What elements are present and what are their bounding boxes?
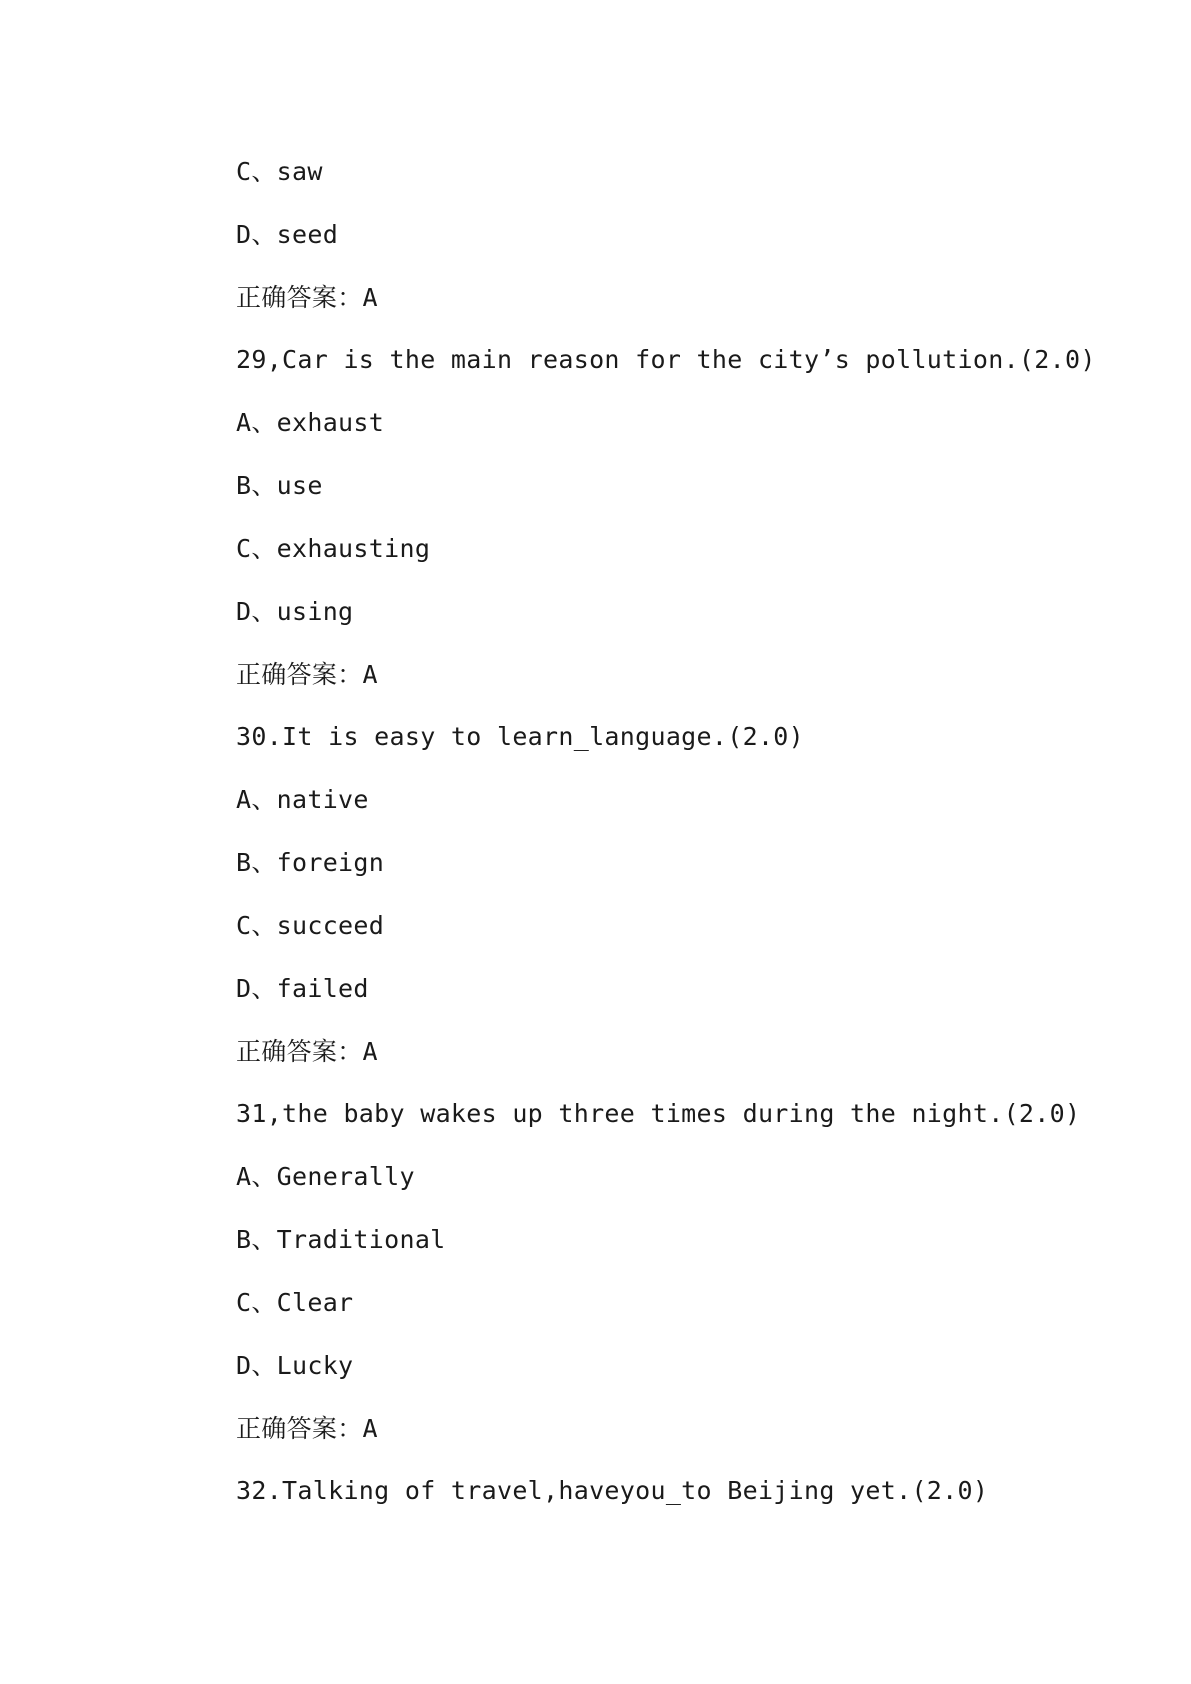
q29-option-c: C、exhausting bbox=[236, 534, 431, 563]
q29-option-b: B、use bbox=[236, 471, 323, 500]
q30-option-d: D、failed bbox=[236, 974, 369, 1003]
question-32: 32.Talking of travel,haveyou_to Beijing yet.(2.0) bbox=[236, 1476, 989, 1505]
answer-q31: 正确答案：A bbox=[236, 1414, 378, 1443]
q31-option-d: D、Lucky bbox=[236, 1351, 354, 1380]
q30-option-a: A、native bbox=[236, 785, 369, 814]
q29-option-d: D、using bbox=[236, 597, 354, 626]
q30-option-c: C、succeed bbox=[236, 911, 385, 940]
answer-q29: 正确答案：A bbox=[236, 660, 378, 689]
question-31: 31,the baby wakes up three times during the night.(2.0) bbox=[236, 1099, 1081, 1128]
q30-option-b: B、foreign bbox=[236, 848, 385, 877]
q31-option-b: B、Traditional bbox=[236, 1225, 446, 1254]
question-30: 30.It is easy to learn_language.(2.0) bbox=[236, 722, 804, 751]
answer-q28: 正确答案：A bbox=[236, 283, 378, 312]
option-d-seed: D、seed bbox=[236, 220, 339, 249]
option-c-saw: C、saw bbox=[236, 157, 323, 186]
question-29: 29,Car is the main reason for the city’s pollution.(2.0) bbox=[236, 345, 1096, 374]
q31-option-a: A、Generally bbox=[236, 1162, 415, 1191]
answer-q30: 正确答案：A bbox=[236, 1037, 378, 1066]
q31-option-c: C、Clear bbox=[236, 1288, 354, 1317]
q29-option-a: A、exhaust bbox=[236, 408, 385, 437]
